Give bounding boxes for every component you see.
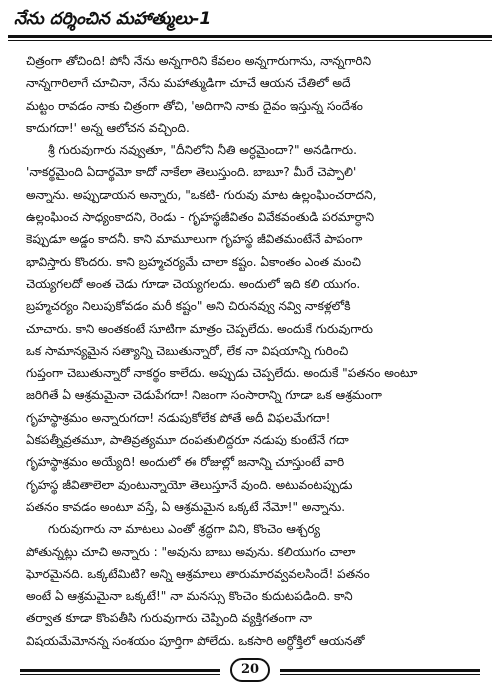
text-line: 'నాకర్థమైంది ఏదార్థమో కాదో నాకేలా తెలుస్తుంది. బాబూ? మీరే చెప్పాలి' [26, 165, 357, 180]
body-text [26, 50, 478, 652]
text-line: జరిగితే ఏ ఆశ్రమమైనా చెడుపేగదా! నిజంగా సంసారాన్ని గూడా ఒక ఆశ్రమంగా [26, 388, 382, 403]
text-line: అంటే ఏ ఆశ్రమమైనా ఒక్కటే!" నా మనస్సు కొంచెం కుదుటపడింది. కాని [26, 589, 353, 604]
text-line: కాదుగదా!' అన్న ఆలోచన వచ్చింది. [26, 120, 190, 135]
text-line: గృహస్థాశ్రమం అన్నారుగదా! నడుపుకోలేక పోతే అదీ విఫలమేగదా! [26, 410, 331, 425]
footer-rule-right [280, 669, 480, 672]
footer-rule-left [20, 669, 220, 672]
text-line: చిత్రంగా తోచింది! పోనీ నేను అన్నగారిని కేవలం అన్నగారుగాను, నాన్నగారిని [26, 54, 372, 68]
page-footer [20, 658, 480, 682]
text-line: గురువుగారు నా మాటలు ఎంతో శ్రద్ధగా విని, కొంచెం ఆశ్చర్య [48, 522, 321, 537]
text-line: విషయమేమోనన్న సంశయం పూర్తిగా పోలేదు. ఒకసారి అర్ధోక్తిలో ఆయనతో [26, 633, 365, 648]
text-line: ఉల్లంఘించ సాధ్యంకాదని, రెండు - గృహస్థజీవితం వివేకవంతుడి పరమార్ధాని [26, 210, 375, 225]
text-line: గుప్తంగా చెబుతున్నారో నాకర్థం కాలేదు. అప్పుడు చెప్పలేదు. అందుకే "పతనం అంటూ [26, 366, 418, 381]
text-line: బ్రహ్మచర్యం నిలుపుకోవడం మరీ కష్టం" అని చిరునవ్వు నవ్వి నాకళ్లలోకి [26, 299, 351, 314]
text-line: పోతున్నట్లు చూచి అన్నారు : "అవును బాబు అవును. కలియుగం చాలా [26, 544, 356, 559]
text-line: భావిస్తారు కొందరు. కాని బ్రహ్మచర్యమే చాలా కష్టం. ఏకాంతం ఎంత మంచి [26, 254, 362, 269]
header-rule [8, 35, 492, 38]
header-title: నేను దర్శించిన మహాత్ములు-1 [14, 9, 212, 29]
page-number: 20 [230, 658, 270, 682]
text-line: గృహస్థాశ్రమం అయ్యేది! అందులో ఈ రోజుల్లో జనాన్ని చూస్తుంటే వారి [26, 455, 345, 470]
text-line: ఏకపత్నీవ్రతమూ, పాతివ్రత్యమూ దంపతులిద్దరూ నడుపు కుంటేనే గదా [26, 433, 349, 448]
text-line: గృహస్థ జీవితాలెలా వుంటున్నాయో తెలుస్తూనే వుంది. అటువంటప్పుడు [26, 477, 353, 492]
text-line: చెయ్యగలదో అంత చెడు గూడా చెయ్యగలదు. అందులో ఇది కలి యుగం. [26, 276, 361, 291]
text-line: ఒక సామాన్యమైన సత్యాన్ని చెబుతున్నారో, లేక నా విషయాన్ని గురించి [26, 343, 349, 358]
running-header [8, 4, 492, 38]
text-line: మట్టం రావడం నాకు చిత్రంగా తోచి, 'అదిగాని నాకు దైవం ఇస్తున్న సందేశం [26, 98, 363, 113]
text-line: శ్రీ గురువుగారు నవ్వుతూ, "దీనిలోని నీతి అర్ధమైందా?" అనడిగారు. [48, 143, 357, 158]
header-rule-thin [8, 40, 492, 41]
text-line: పతనం కావడం అంటూ వస్తే, ఏ ఆశ్రమమైన ఒక్కటే నేమో!" అన్నాను. [26, 499, 346, 514]
text-line: తర్వాత కూడా కొంపతీసి గురువుగారు చెప్పింది వ్యక్తిగతంగా నా [26, 611, 313, 626]
text-line: చూచారు. కాని అంతకంటే సూటిగా మాత్రం చెప్పలేదు. అందుకే గురువుగారు [26, 321, 373, 336]
text-line: కెప్పుడూ అడ్డం కాదనీ. కాని మామూలుగా గృహస్థ జీవితమంటేనే పాపంగా [26, 232, 363, 247]
text-line: అన్నాను. అప్పుడాయన అన్నారు, "ఒకటి- గురువు మాట ఉల్లంఘించరాదని, [26, 187, 377, 202]
footer-rule-left-thin [20, 674, 220, 675]
text-line: నాన్నగారిలాగే చూచినా, నేను మహాత్ముడిగా చూచే ఆయన చేతిలో అదే [26, 76, 351, 91]
footer-rule-right-thin [280, 674, 480, 675]
text-line: ఘోరమైనది. ఒక్కటేమిటి? అన్ని ఆశ్రమాలు తారుమారవ్వవలసిందే! పతనం [26, 566, 370, 581]
